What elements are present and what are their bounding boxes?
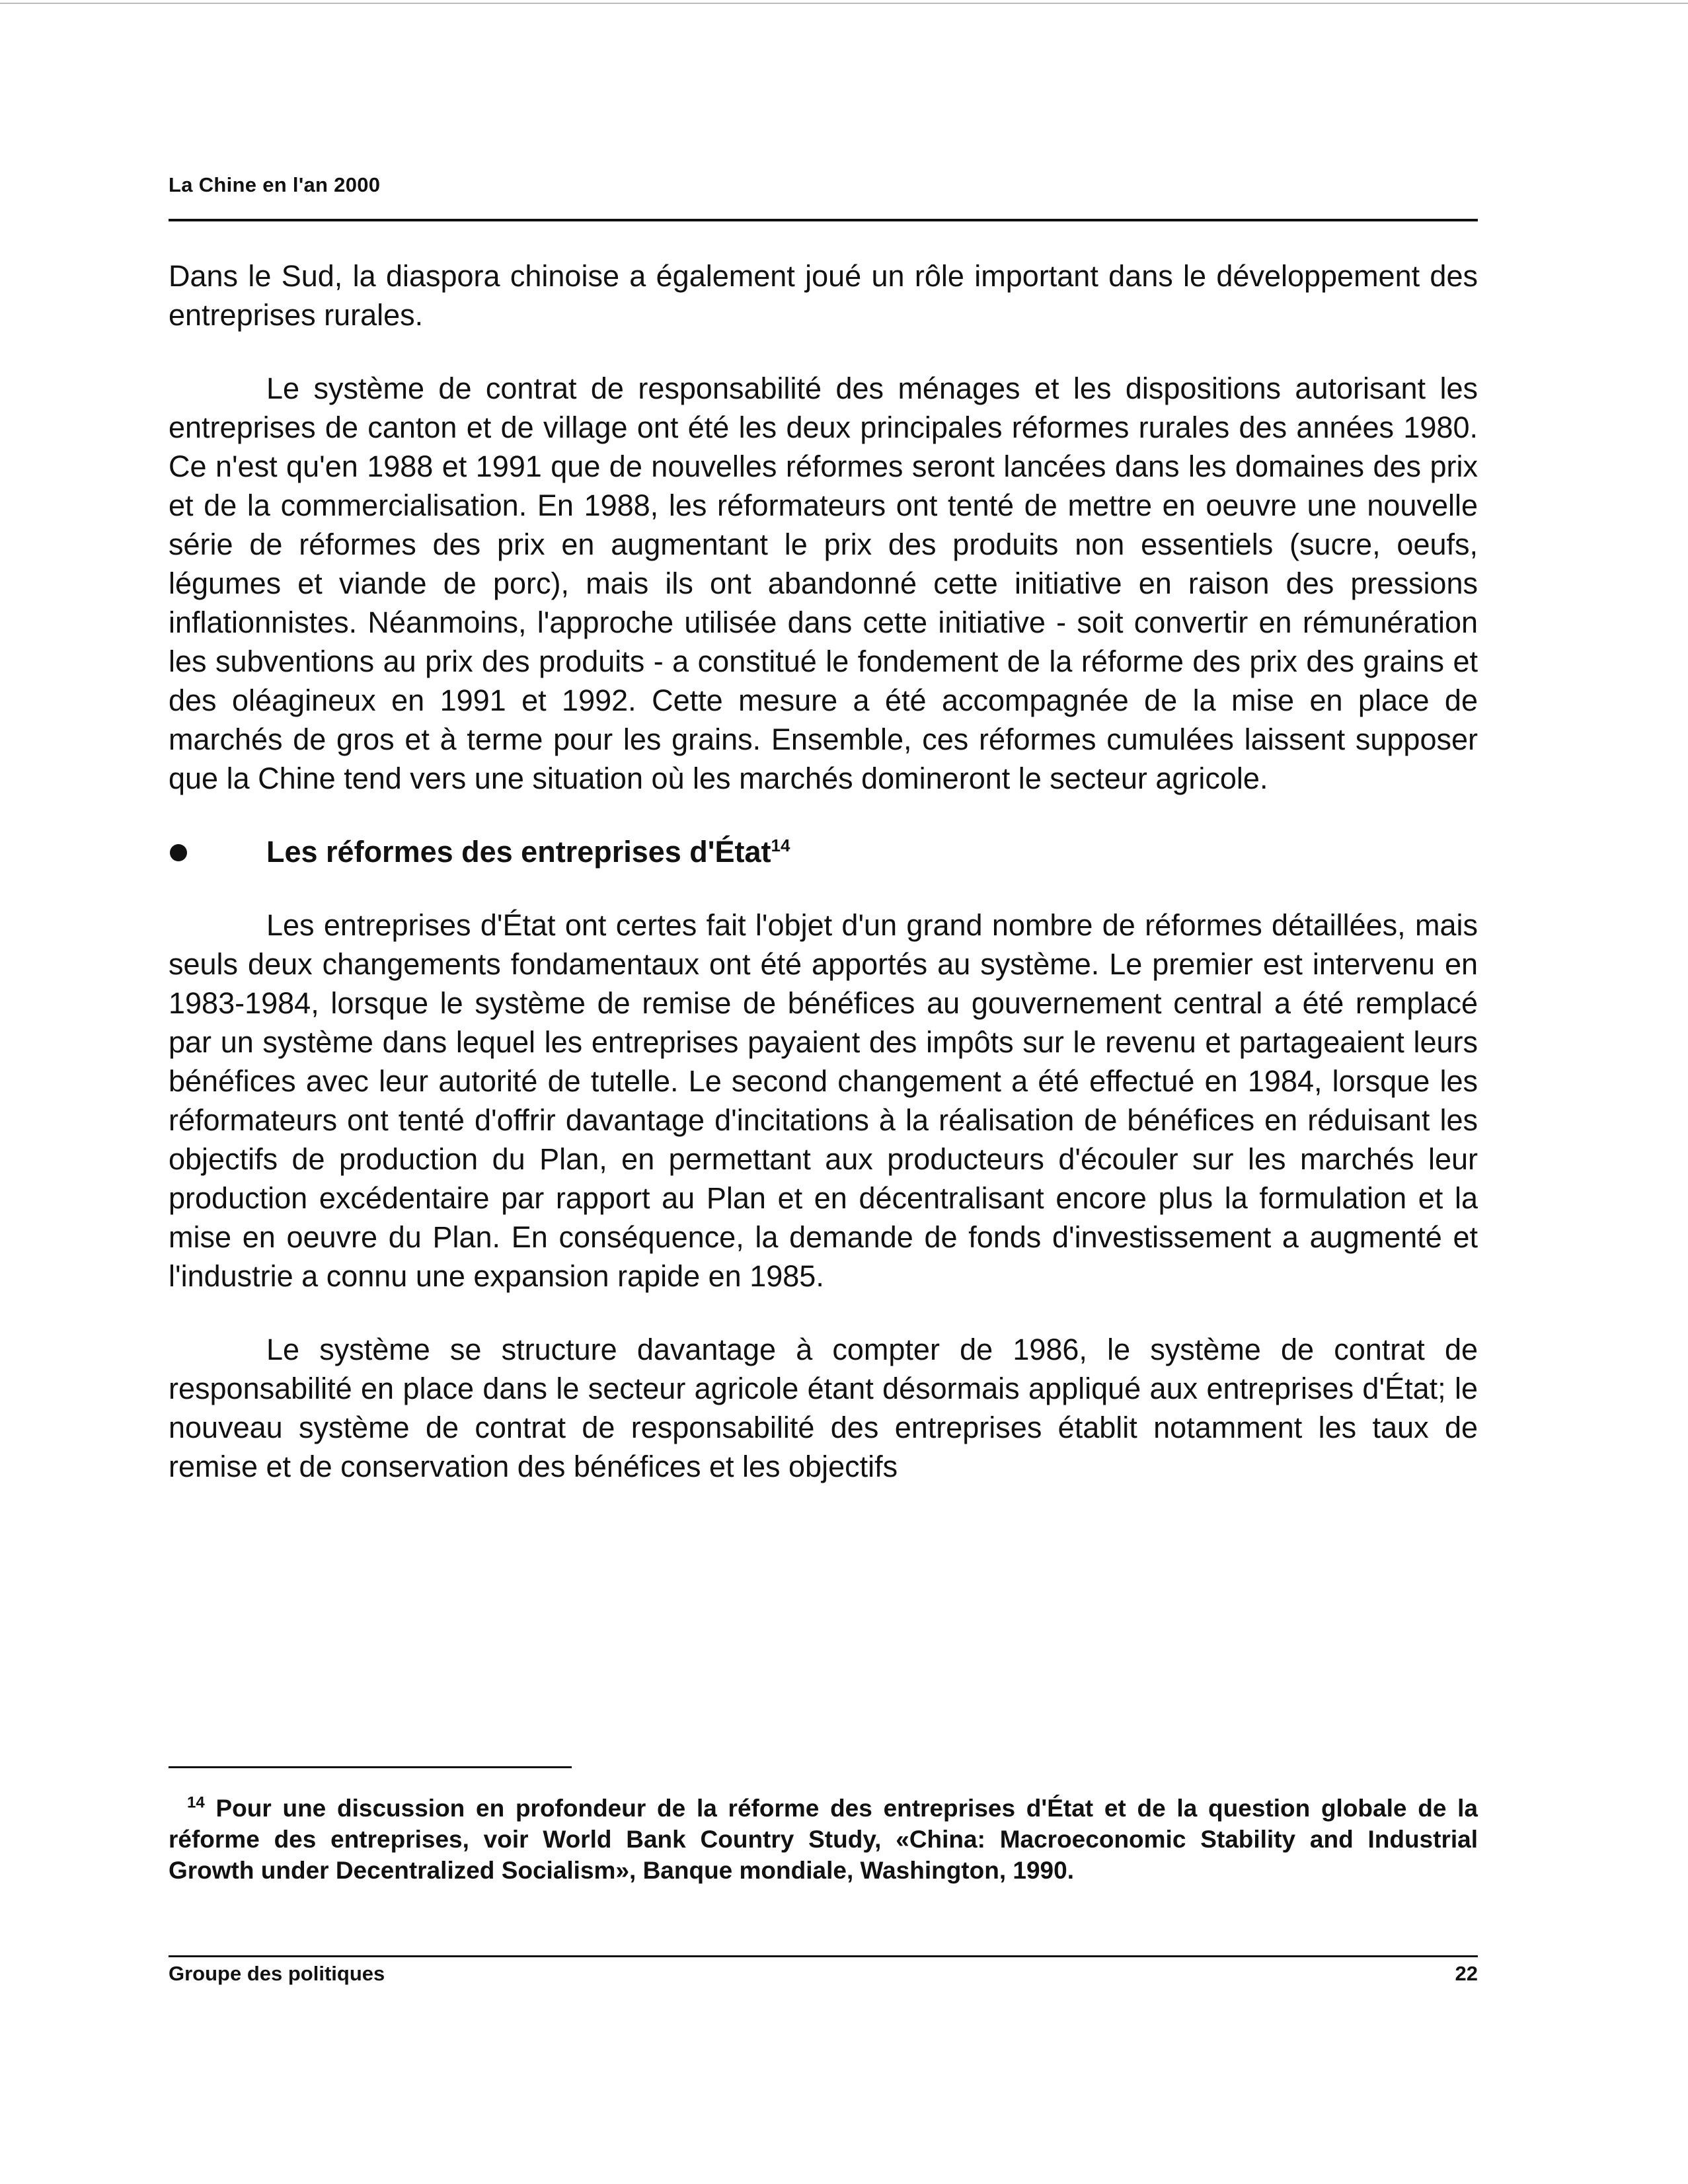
- section-heading-text: Les réformes des entreprises d'État: [266, 835, 771, 869]
- section-heading-row: [169, 832, 1478, 871]
- footer-group-name: Groupe des politiques: [169, 1962, 385, 1985]
- paragraph-3: Les entreprises d'État ont certes fait l'objet d'un grand nombre de réformes détaillées, mais seuls deux changements fondamentaux ont été apportés au système. Le premier est intervenu en 1983-1984, lorsque le système de remise de bénéfices au gouvernement central a été remplacé par un système dans lequel les entreprises payaient des impôts sur le revenu et partageaient leurs bénéfices avec leur autorité de tutelle. Le second changement a été effectué en 1984, lorsque les réformateurs ont tenté d'offrir davantage d'incitations à la réalisation de bénéfices en réduisant les objectifs de production du Plan, en permettant aux producteurs d'écouler sur les marchés leur production excédentaire par rapport au Plan et en décentralisant encore plus la formulation et la mise en oeuvre du Plan. En conséquence, la demande de fonds d'investissement a augmenté et l'industrie a connu une expansion rapide en 1985.: [169, 908, 1478, 1293]
- running-header-title: La Chine en l'an 2000: [169, 173, 381, 196]
- footnote-reference: 14: [771, 836, 790, 855]
- footnote-number: 14: [187, 1793, 205, 1812]
- section-heading: [266, 832, 790, 871]
- page-number: 22: [1455, 1962, 1478, 1985]
- paragraph-4: Le système se structure davantage à compter de 1986, le système de contrat de responsabilité en place dans le secteur agricole étant désormais appliqué aux entreprises d'État; le nouveau système de contrat de responsabilité des entreprises établit notamment les taux de remise et de conservation des bénéfices et les objectifs: [169, 1333, 1478, 1483]
- body-text: [169, 256, 1478, 1486]
- bullet-icon: [170, 844, 187, 861]
- header-rule: [169, 219, 1478, 221]
- footnote: [169, 1793, 1478, 1886]
- footer-rule: [169, 1955, 1478, 1957]
- footnote-text: Pour une discussion en profondeur de la réforme des entreprises d'État et de la question globale de la réforme des entreprises, voir World Bank Country Study, «China: Macroeconomic Stability and Industrial Growth under Decentralized Socialism», Banque mondiale, Washington, 1990.: [169, 1795, 1478, 1884]
- scan-edge-line: [0, 3, 1688, 4]
- footnote-rule: [169, 1766, 572, 1768]
- paragraph-2: Le système de contrat de responsabilité des ménages et les dispositions autorisant les entreprises de canton et de village ont été les deux principales réformes rurales des années 1980. Ce n'est qu'en 1988 et 1991 que de nouvelles réformes seront lancées dans les domaines des prix et de la commercialisation. En 1988, les réformateurs ont tenté de mettre en oeuvre une nouvelle série de réformes des prix en augmentant le prix des produits non essentiels (sucre, oeufs, légumes et viande de porc), mais ils ont abandonné cette initiative en raison des pressions inflationnistes. Néanmoins, l'approche utilisée dans cette initiative - soit convertir en rémunération les subventions au prix des produits - a constitué le fondement de la réforme des prix des grains et des oléagineux en 1991 et 1992. Cette mesure a été accompagnée de la mise en place de marchés de gros et à terme pour les grains. Ensemble, ces réformes cumulées laissent supposer que la Chine tend vers une situation où les marchés domineront le secteur agricole.: [169, 371, 1478, 795]
- paragraph-1: Dans le Sud, la diaspora chinoise a également joué un rôle important dans le développement des entreprises rurales.: [169, 259, 1478, 332]
